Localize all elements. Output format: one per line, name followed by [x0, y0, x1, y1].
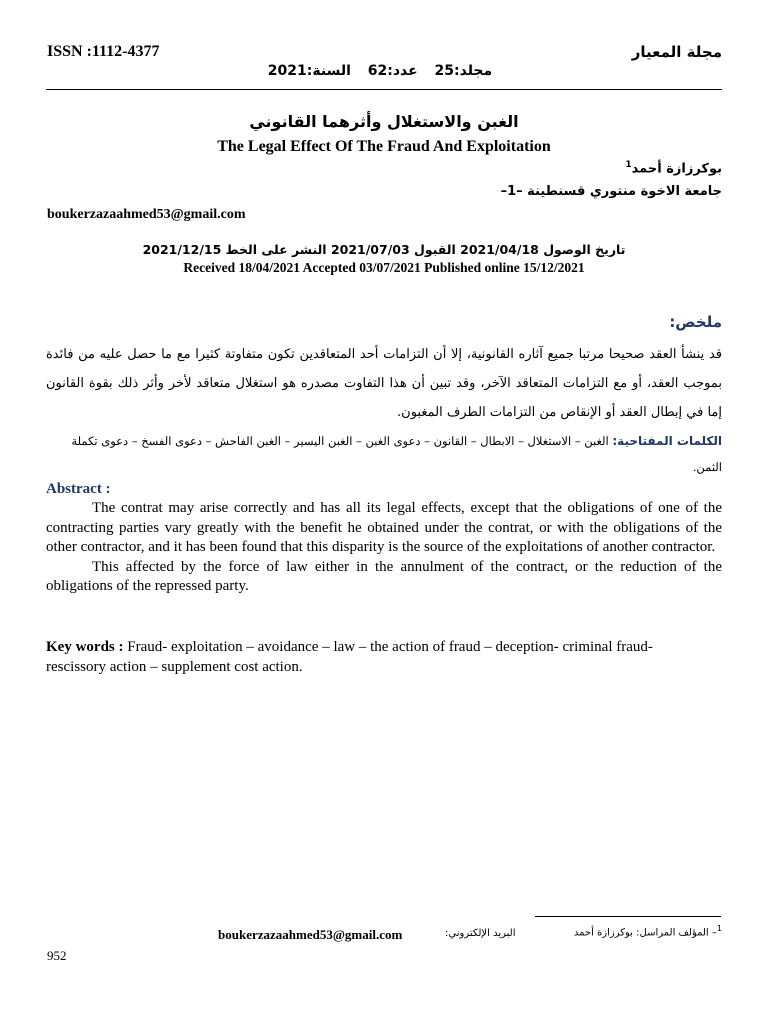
abstract-english-paragraph-1: The contrat may arise correctly and has all its legal effects, except that the obligations of one of the contracting parties vary greatly with the benefit he obtained under the contrat, or with the obligations of the other contractor, and it has been found that this disparity is the source of the exploitations of another contractor. [46, 500, 722, 555]
abstract-arabic-body: قد ينشأ العقد صحيحا مرتبا جميع آثاره القانونية، إلا أن التزامات أحد المتعاقدين تكون متفاوتة كثيرا مع ما حصل عليه من فائدة بموجب العقد، أو مع التزامات المتعاقد الآخر، وقد تبين أن هذا التفاوت مصدره هو استغلال متعاقد لأخر وأثر ذلك بقوة القانون إما في إبطال العقد أو الإنقاص من التزامات الطرف المغبون. [46, 347, 722, 420]
keywords-english [46, 637, 668, 677]
footnote-email-label: البريد الإلكتروني: [445, 928, 516, 939]
author-affiliation: جامعة الاخوة منتوري قسنطينة –1– [500, 184, 722, 199]
abstract-english-body [46, 499, 722, 597]
keywords-english-text: Fraud- exploitation – avoidance – law – the action of fraud – deception- criminal fraud- rescissory action – supplement cost action. [46, 639, 653, 675]
footnote-email[interactable]: boukerzazaahmed53@gmail.com [218, 927, 403, 942]
author-name-text: بوكرزازة أحمد [631, 161, 722, 177]
abstract-english-paragraph-2: This affected by the force of law either in the annulment of the contract, or the reduction of the obligations of the repressed party. [46, 558, 722, 594]
keywords-english-label: Key words : [46, 639, 128, 655]
header-divider [46, 89, 722, 90]
footnote-author-text: – المؤلف المراسل: بوكرزازة أحمد [573, 927, 717, 939]
footnote-author [574, 924, 722, 938]
abstract-english-heading: Abstract : [46, 481, 111, 497]
footnote-mark: 1 [716, 924, 722, 933]
footnote-divider [535, 916, 721, 917]
title-arabic: الغبن والاستغلال وأثرهما القانوني [249, 112, 519, 131]
page-number: 952 [47, 948, 67, 963]
issn-label: ISSN :1112-4377 [47, 43, 160, 60]
journal-name: مجلة المعيار [631, 43, 722, 61]
dates-english: Received 18/04/2021 Accepted 03/07/2021 Published online 15/12/2021 [183, 260, 585, 275]
keywords-arabic [46, 428, 722, 480]
issue-label: عدد:62 [367, 63, 418, 79]
title-english: The Legal Effect Of The Fraud And Exploitation [217, 138, 551, 155]
abstract-arabic-heading: ملخص: [669, 313, 722, 331]
author-email[interactable]: boukerzazaahmed53@gmail.com [47, 207, 246, 222]
keywords-arabic-text: الغبن – الاستغلال – الابطال – القانون – دعوى الغبن – الغبن اليسير – الغبن الفاحش – دعوى الفسخ – دعوى تكملة الثمن. [71, 434, 722, 474]
author-name [625, 160, 722, 176]
author-footnote-mark: 1 [625, 160, 632, 170]
volume-label: مجلد:25 [434, 63, 493, 79]
volume-issue-line [200, 63, 560, 79]
dates-arabic: تاريخ الوصول 2021/04/18 القبول 2021/07/03 النشر على الخط 2021/12/15 [142, 242, 626, 257]
keywords-arabic-label: الكلمات المفتاحية: [612, 434, 722, 448]
year-label: السنة:2021 [267, 63, 351, 79]
